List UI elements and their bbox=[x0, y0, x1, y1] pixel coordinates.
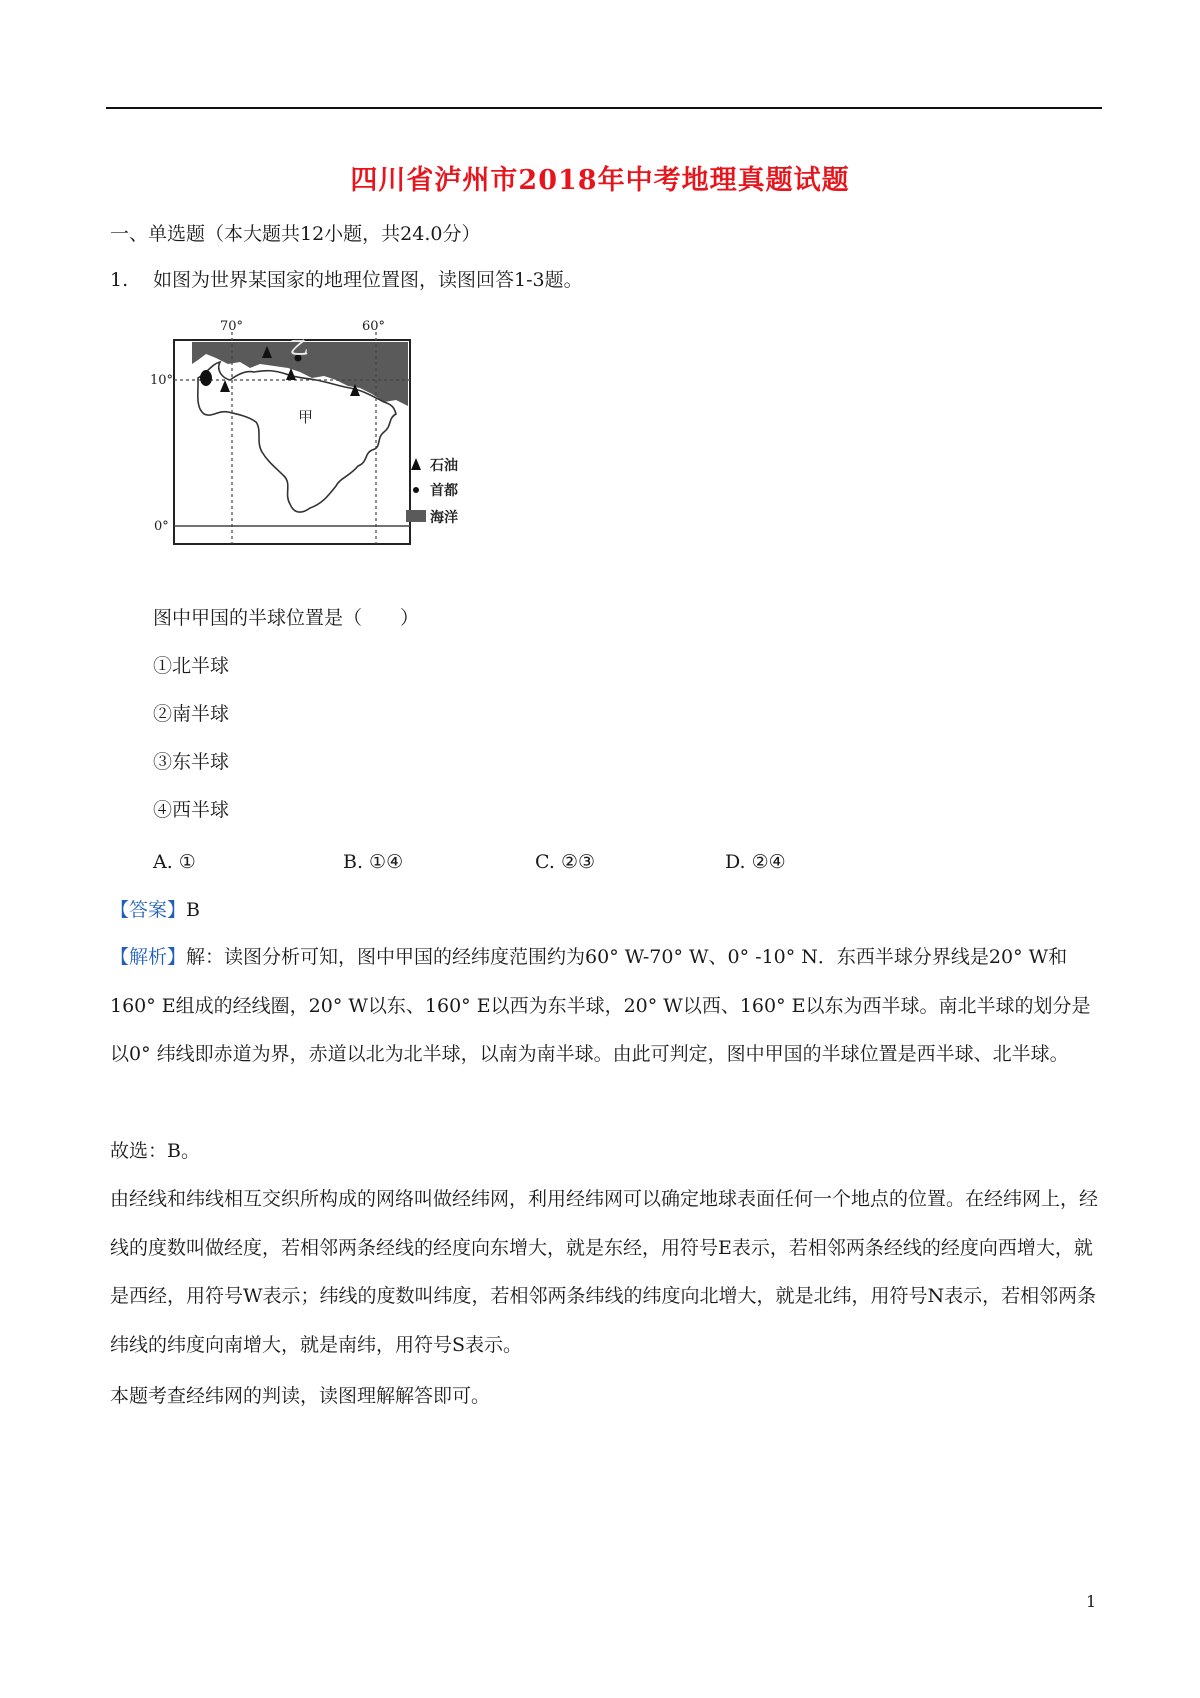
analysis-text: 解：读图分析可知，图中甲国的经纬度范围约为60° W-70° W、0° -10° N．东西半球分界线是20° W和160° E组成的经线圈，20° W以东、160° E以西为东半球，20° W以西、160° E以东为西半球。南北半球的划分是以0° 纬线即赤道为界，赤道以北为北半球，以南为南半球。由此可判定，图中甲国的半球位置是西半球、北半球。 bbox=[110, 946, 1091, 1065]
header-rule bbox=[106, 107, 1102, 109]
statement-2: ②南半球 bbox=[153, 703, 230, 725]
page-number: 1 bbox=[1086, 1592, 1097, 1611]
lat-label-0: 0° bbox=[154, 519, 169, 534]
legend-sea-label: 海洋 bbox=[430, 510, 458, 526]
legend-oil-label: 石油 bbox=[430, 458, 458, 474]
option-a: A. ① bbox=[153, 851, 196, 873]
document-title: 四川省泸州市2018年中考地理真题试题 bbox=[350, 165, 850, 196]
question-stem: 如图为世界某国家的地理位置图，读图回答1-3题。 bbox=[153, 269, 583, 291]
analysis bbox=[110, 933, 1102, 1079]
section-heading: 一、单选题（本大题共12小题，共24.0分） bbox=[110, 223, 481, 245]
legend-oil-icon bbox=[411, 458, 421, 470]
legend-capital-label: 首都 bbox=[430, 483, 458, 499]
explanation-paragraph-2: 本题考查经纬网的判读，读图理解解答即可。 bbox=[110, 1385, 491, 1407]
map-figure bbox=[150, 318, 532, 576]
lon-label-70: 70° bbox=[220, 319, 244, 334]
option-c: C. ②③ bbox=[535, 851, 596, 873]
sea-label: 乙 bbox=[290, 338, 308, 359]
statement-1: ①北半球 bbox=[153, 655, 230, 677]
lake bbox=[200, 370, 212, 386]
option-b: B. ①④ bbox=[343, 851, 404, 873]
answer-tag: 【答案】 bbox=[110, 899, 187, 921]
statement-4: ④西半球 bbox=[153, 799, 230, 821]
legend-sea-icon bbox=[406, 510, 426, 522]
sub-question: 图中甲国的半球位置是（ ） bbox=[153, 607, 420, 629]
lon-label-60: 60° bbox=[362, 319, 386, 334]
option-d: D. ②④ bbox=[725, 851, 786, 873]
legend-capital-icon bbox=[413, 487, 419, 493]
explanation-paragraph-1: 由经线和纬线相互交织所构成的网络叫做经纬网，利用经纬网可以确定地球表面任何一个地点的位置。在经纬网上，经线的度数叫做经度，若相邻两条经线的经度向东增大，就是东经，用符号E表示，若相邻两条经线的经度向西增大，就是西经，用符号W表示；纬线的度数叫纬度，若相邻两条纬线的纬度向北增大，就是北纬，用符号N表示，若相邻两条纬线的纬度向南增大，就是南纬，用符号S表示。 bbox=[110, 1188, 1099, 1356]
answer bbox=[110, 898, 200, 922]
lat-label-10: 10° bbox=[150, 373, 174, 388]
oil-symbol bbox=[220, 380, 230, 392]
country-label: 甲 bbox=[298, 408, 314, 426]
answer-value: B bbox=[186, 899, 200, 921]
question-number: 1. bbox=[110, 269, 129, 291]
analysis-tag: 【解析】 bbox=[110, 946, 187, 968]
statement-3: ③东半球 bbox=[153, 751, 230, 773]
conclusion: 故选：B。 bbox=[110, 1140, 200, 1162]
